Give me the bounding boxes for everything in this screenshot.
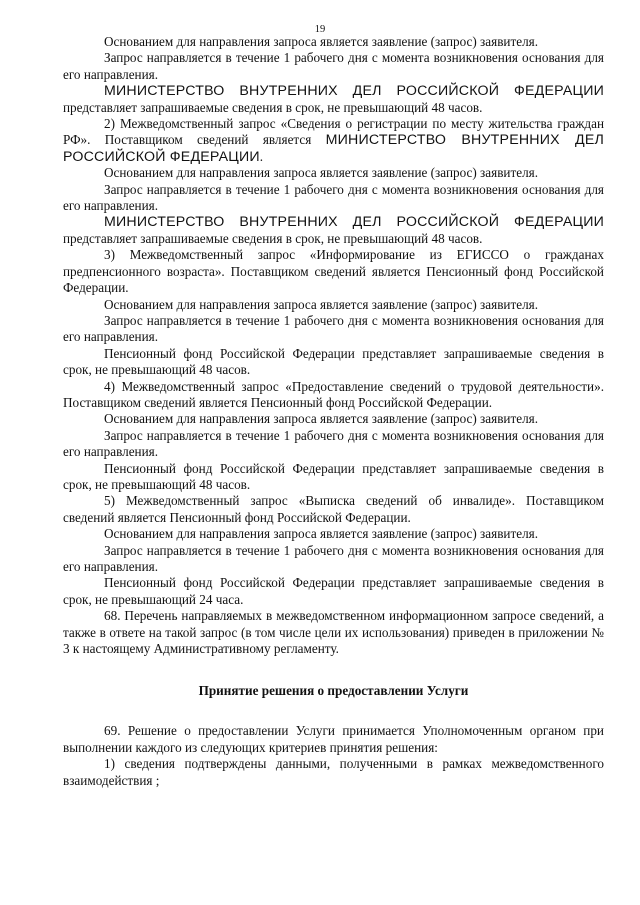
paragraph: МИНИСТЕРСТВО ВНУТРЕННИХ ДЕЛ РОССИЙСКОЙ ФЕДЕРАЦИИ представляет запрашиваемые сведения в срок, не превышающий 48 часов.: [63, 83, 604, 115]
paragraph: 68. Перечень направляемых в межведомственном информационном запросе сведений, а также в ответе на такой запрос (в том числе цели их использования) приведен в приложении № 3 к настоящему Административному регламенту.: [63, 608, 604, 657]
paragraph: Запрос направляется в течение 1 рабочего дня с момента возникновения основания для его направления.: [63, 181, 604, 214]
paragraphs-top: [63, 34, 604, 657]
paragraph: 2) Межведомственный запрос «Сведения о регистрации по месту жительства граждан РФ». Поставщиком сведений является МИНИСТЕРСТВО ВНУТРЕННИХ ДЕЛ РОССИЙСКОЙ ФЕДЕРАЦИИ.: [63, 116, 604, 165]
page-number: 19: [314, 24, 326, 35]
paragraph: Основанием для направления запроса является заявление (запрос) заявителя.: [104, 411, 539, 427]
paragraph: 5) Межведомственный запрос «Выписка сведений об инвалиде». Поставщиком сведений является Пенсионный фонд Российской Федерации.: [63, 493, 604, 525]
paragraph: Запрос направляется в течение 1 рабочего дня с момента возникновения основания для его направления.: [63, 542, 604, 574]
paragraph: Основанием для направления запроса является заявление (запрос) заявителя.: [104, 526, 539, 542]
paragraph: Запрос направляется в течение 1 рабочего дня с момента возникновения основания для его направления.: [63, 312, 604, 345]
section-heading: Принятие решения о предоставлении Услуги: [198, 683, 469, 699]
paragraph: Запрос направляется в течение 1 рабочего дня с момента возникновения основания для его направления.: [63, 50, 604, 82]
paragraph: 1) сведения подтверждены данными, полученными в рамках межведомственного взаимодействия ;: [63, 756, 604, 788]
paragraph: Пенсионный фонд Российской Федерации представляет запрашиваемые сведения в срок, не превышающий 24 часа.: [63, 575, 604, 607]
paragraphs-bottom: [63, 723, 604, 789]
paragraph: 3) Межведомственный запрос «Информирование из ЕГИССО о гражданах предпенсионного возраста». Поставщиком сведений является Пенсионный фонд Российской Федерации.: [63, 247, 604, 296]
paragraph: 69. Решение о предоставлении Услуги принимается Уполномоченным органом при выполнении каждого из следующих критериев принятия решения:: [63, 723, 604, 755]
paragraph: Основанием для направления запроса является заявление (запрос) заявителя.: [104, 296, 539, 312]
paragraph: Пенсионный фонд Российской Федерации представляет запрашиваемые сведения в срок, не превышающий 48 часов.: [63, 345, 604, 378]
paragraph: Основанием для направления запроса является заявление (запрос) заявителя.: [104, 34, 539, 49]
paragraph: Основанием для направления запроса является заявление (запрос) заявителя.: [104, 165, 539, 181]
paragraph: МИНИСТЕРСТВО ВНУТРЕННИХ ДЕЛ РОССИЙСКОЙ ФЕДЕРАЦИИ представляет запрашиваемые сведения в срок, не превышающий 48 часов.: [63, 214, 604, 246]
paragraph: Пенсионный фонд Российской Федерации представляет запрашиваемые сведения в срок, не превышающий 48 часов.: [63, 460, 604, 492]
document-body: [63, 34, 604, 789]
paragraph: 4) Межведомственный запрос «Предоставление сведений о трудовой деятельности». Поставщиком сведений является Пенсионный фонд Российской Федерации.: [63, 378, 604, 410]
paragraph: Запрос направляется в течение 1 рабочего дня с момента возникновения основания для его направления.: [63, 427, 604, 460]
